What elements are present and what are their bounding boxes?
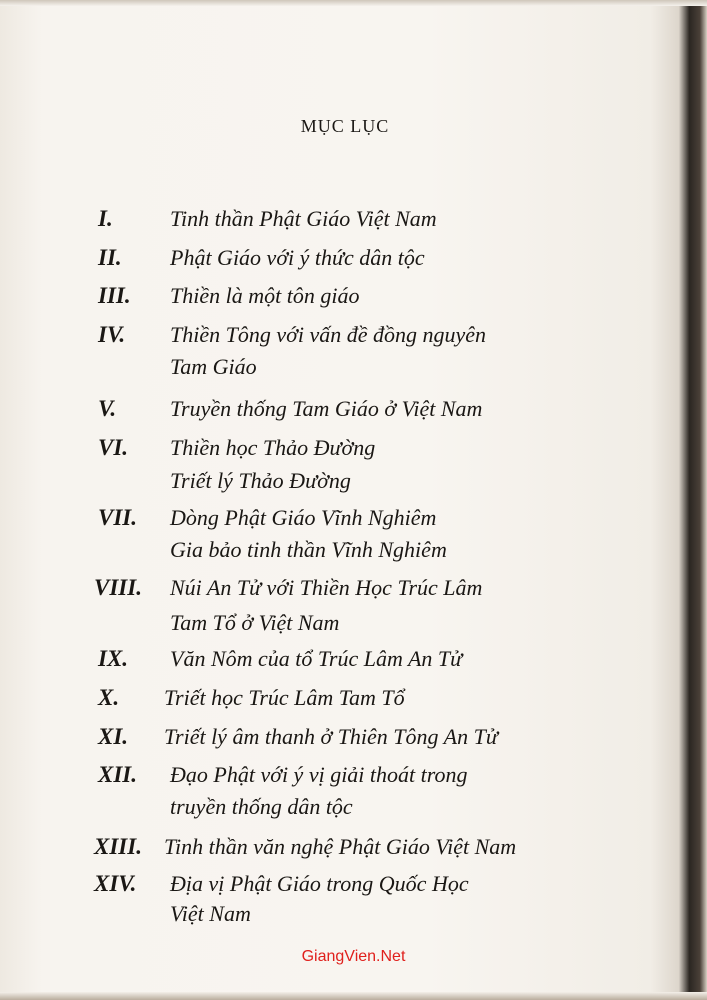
page-bottom-edge [0,992,707,1000]
chapter-title: Văn Nôm của tổ Trúc Lâm An Tử [170,646,463,671]
chapter-title: Tam Tổ ở Việt Nam [170,610,340,635]
chapter-title: Tinh thần Phật Giáo Việt Nam [170,206,437,231]
chapter-number: XIII. [94,834,142,859]
chapter-number: V. [98,396,117,421]
chapter-title: Truyền thống Tam Giáo ở Việt Nam [170,396,483,421]
chapter-title: Việt Nam [170,901,251,926]
chapter-number: VIII. [94,575,142,600]
watermark: GiangVien.Net [301,948,406,965]
chapter-title: Triết lý Thảo Đường [170,468,351,493]
chapter-title: Địa vị Phật Giáo trong Quốc Học [170,871,469,896]
chapter-number: XII. [98,762,137,787]
chapter-title: Núi An Tử với Thiền Học Trúc Lâm [170,575,483,600]
page-top-edge [0,0,707,6]
chapter-number: III. [98,283,131,308]
chapter-number: IX. [98,646,129,671]
chapter-title: Thiền Tông với vấn đề đồng nguyên [170,322,487,347]
chapter-title: Gia bảo tinh thần Vĩnh Nghiêm [170,537,447,562]
chapter-title: Thiền học Thảo Đường [170,435,376,460]
chapter-title: Dòng Phật Giáo Vĩnh Nghiêm [170,505,437,530]
chapter-number: I. [98,206,113,231]
chapter-title: Đạo Phật với ý vị giải thoát trong [170,762,468,787]
chapter-number: XI. [98,724,129,749]
chapter-number: II. [98,245,122,270]
chapter-title: Thiền là một tôn giáo [170,283,360,308]
chapter-title: Phật Giáo với ý thức dân tộc [170,245,425,270]
chapter-number: VI. [98,435,129,460]
chapter-title: Triết lý âm thanh ở Thiên Tông An Tử [164,724,498,749]
chapter-number: VII. [98,505,137,530]
chapter-number: X. [98,685,120,710]
chapter-title: Triết học Trúc Lâm Tam Tổ [164,685,405,710]
chapter-number: IV. [98,322,126,347]
chapter-title: Tinh thần văn nghệ Phật Giáo Việt Nam [164,834,517,859]
chapter-number: XIV. [94,871,137,896]
chapter-title: truyền thống dân tộc [170,794,353,819]
chapter-title: Tam Giáo [170,354,257,379]
page-title: MỤC LỤC [300,116,390,136]
